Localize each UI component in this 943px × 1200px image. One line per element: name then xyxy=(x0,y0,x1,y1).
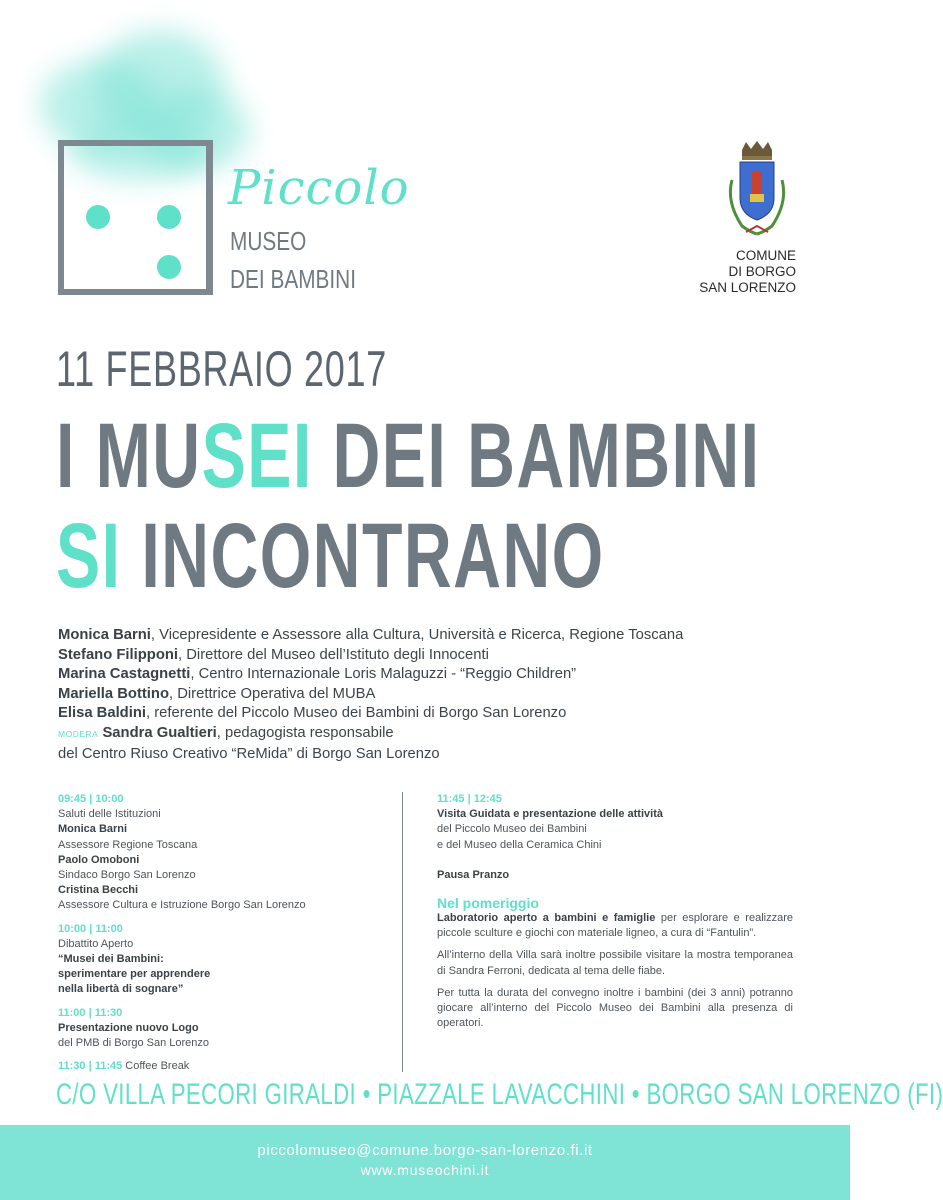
moderator-label: MODERA xyxy=(58,728,99,739)
program-name: Cristina Becchi xyxy=(58,884,139,897)
title-part-e: INCONTRANO xyxy=(121,505,605,607)
logo-script-text: Piccolo xyxy=(228,160,410,216)
moderator-role-line2: del Centro Riuso Creativo “ReMida” di Borgo San Lorenzo xyxy=(58,745,440,762)
contact-email-link[interactable]: piccolomuseo@comune.borgo-san-lorenzo.fi.it xyxy=(257,1142,593,1159)
title-part-a: I MU xyxy=(56,405,202,507)
program-text: del Piccolo Museo dei Bambini xyxy=(437,823,587,836)
comune-line1: COMUNE xyxy=(736,248,796,263)
speaker-role: , Direttrice Operativa del MUBA xyxy=(168,685,376,702)
venue-address: C/O VILLA PECORI GIRALDI • PIAZZALE LAVACCHINI • BORGO SAN LORENZO (FI) xyxy=(56,1078,943,1111)
comune-line3: SAN LORENZO xyxy=(699,280,796,295)
kids-play-text: Per tutta la durata del convegno inoltre i bambini (dei 3 anni) potranno giocare all’interno del Piccolo Museo dei Bambini alla presenza di operatori. xyxy=(437,986,793,1030)
title-line-1 xyxy=(56,405,761,507)
speaker-role: , Centro Internazionale Loris Malaguzzi - “Reggio Children” xyxy=(190,666,577,683)
program-text: del PMB di Borgo San Lorenzo xyxy=(58,1037,210,1050)
program-text: Assessore Cultura e Istruzione Borgo San Lorenzo xyxy=(58,899,306,912)
program-text: Coffee Break xyxy=(122,1060,190,1073)
program-title: Presentazione nuovo Logo xyxy=(58,1021,199,1034)
comune-line2: DI BORGO xyxy=(728,264,796,279)
workshop-text: per esplorare e realizzare piccole sculture e giochi con materiale ligneo, a cura di “Fantulin”. xyxy=(437,912,793,940)
program-time: 11:45 | 12:45 xyxy=(437,793,502,805)
program-time: 11:00 | 11:30 xyxy=(58,1006,123,1019)
program-morning xyxy=(58,792,388,1074)
speaker-role: , referente del Piccolo Museo dei Bambini di Borgo San Lorenzo xyxy=(146,705,567,722)
town-crest-icon xyxy=(722,140,792,240)
moderator-row xyxy=(58,724,818,745)
afternoon-heading: Nel pomeriggio xyxy=(437,895,539,912)
program-text: Sindaco Borgo San Lorenzo xyxy=(58,869,196,882)
exhibit-text: All’interno della Villa sarà inoltre possibile visitare la mostra temporanea di Sandra Ferroni, dedicata al tema delle fiabe. xyxy=(437,949,793,977)
program-title: “Musei dei Bambini: xyxy=(58,953,164,966)
speaker-name: Marina Castagnetti xyxy=(58,666,191,683)
speakers-list xyxy=(58,626,818,764)
event-date: 11 FEBBRAIO 2017 xyxy=(56,341,388,397)
lunch-label: Pausa Pranzo xyxy=(437,868,510,881)
moderator-role: , pedagogista responsabile xyxy=(216,724,394,741)
speaker-row xyxy=(58,704,818,724)
speaker-row xyxy=(58,626,818,646)
logo-line-bambini: DEI BAMBINI xyxy=(230,264,356,294)
program-text: Assessore Regione Toscana xyxy=(58,838,198,851)
program-title: Visita Guidata e presentazione delle attività xyxy=(437,808,663,821)
comune-label xyxy=(680,248,796,296)
title-part-c: DEI BAMBINI xyxy=(312,405,761,507)
program-text: e del Museo della Ceramica Chini xyxy=(437,838,602,851)
program-afternoon xyxy=(437,792,793,1031)
speaker-role: , Direttore del Museo dell’Istituto degli Innocenti xyxy=(178,646,489,663)
program-name: Paolo Omoboni xyxy=(58,853,140,866)
speaker-row xyxy=(58,685,818,705)
moderator-name: Sandra Gualtieri xyxy=(102,724,217,741)
speaker-row xyxy=(58,646,818,666)
program-title: sperimentare per apprendere xyxy=(58,968,211,981)
speaker-row xyxy=(58,665,818,685)
logo-line-museo: MUSEO xyxy=(230,226,307,256)
title-part-d: SI xyxy=(56,505,122,607)
column-divider xyxy=(402,792,403,1072)
program-time: 11:30 | 11:45 xyxy=(58,1060,123,1073)
speaker-name: Stefano Filipponi xyxy=(58,646,179,663)
title-part-b: SEI xyxy=(201,405,313,507)
speaker-name: Mariella Bottino xyxy=(58,685,169,702)
program-time: 10:00 | 11:00 xyxy=(58,922,123,935)
website-link[interactable]: www.museochini.it xyxy=(360,1162,490,1178)
program-text: Saluti delle Istituzioni xyxy=(58,808,161,821)
workshop-title: Laboratorio aperto a bambini e famiglie xyxy=(437,912,656,925)
program-time: 09:45 | 10:00 xyxy=(58,793,124,805)
program-title: nella libertà di sognare” xyxy=(58,983,184,996)
title-line-2 xyxy=(56,505,605,607)
speaker-name: Monica Barni xyxy=(58,627,151,643)
program-name: Monica Barni xyxy=(58,823,128,836)
program-text: Dibattito Aperto xyxy=(58,937,134,950)
speaker-role: , Vicepresidente e Assessore alla Cultura, Università e Ricerca, Regione Toscana xyxy=(150,627,684,643)
speaker-name: Elisa Baldini xyxy=(58,705,146,722)
